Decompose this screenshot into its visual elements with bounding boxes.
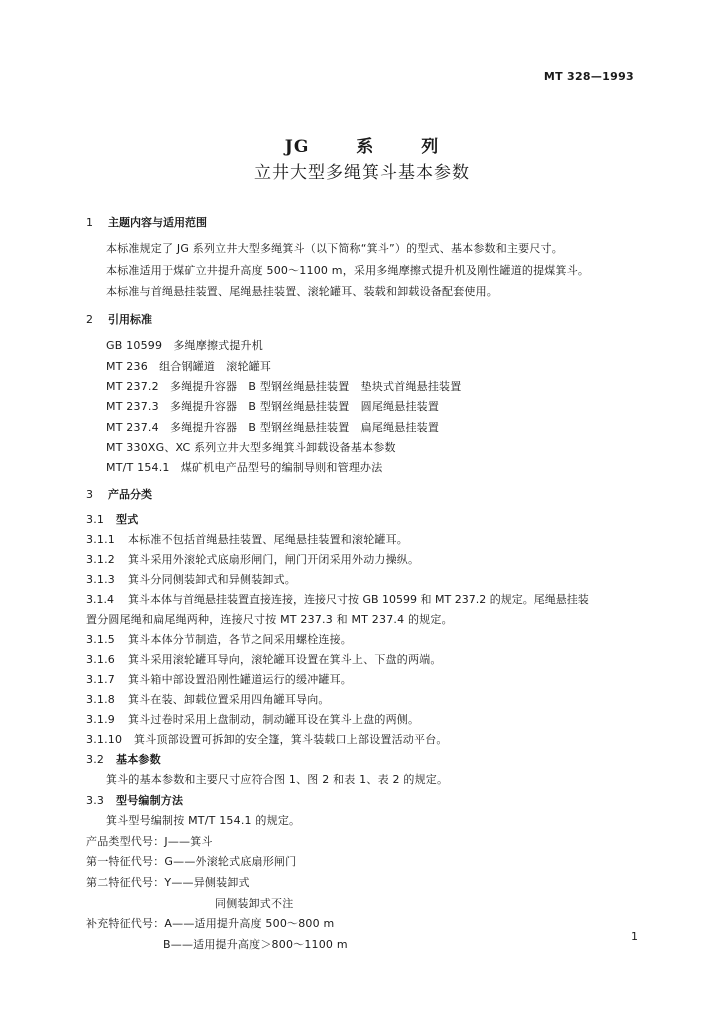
subsection-3-2-text: 箕斗的基本参数和主要尺寸应符合图 1、图 2 和表 1、表 2 的规定。: [106, 773, 449, 786]
clause-text: 箕斗本体分节制造，各节之间采用螺栓连接。: [128, 633, 352, 646]
reference-item: MT 237.3 多绳提升容器 B 型钢丝绳悬挂装置 圆尾绳悬挂装置: [106, 400, 440, 413]
reference-item: MT 237.2 多绳提升容器 B 型钢丝绳悬挂装置 垫块式首绳悬挂装置: [106, 380, 462, 393]
reference-item: MT 330XG、XC 系列立井大型多绳箕斗卸载设备基本参数: [106, 441, 396, 454]
reference-item: GB 10599 多绳摩擦式提升机: [106, 339, 263, 352]
section-3-title: 产品分类: [108, 488, 152, 501]
clause-text: 箕斗采用外滚轮式底扇形闸门，闸门开闭采用外动力操纵。: [128, 553, 420, 566]
clause-item: [86, 671, 352, 687]
reference-item: MT/T 154.1 煤矿机电产品型号的编制导则和管理办法: [106, 461, 383, 474]
subsection-3-3-text: 箕斗型号编制按 MT/T 154.1 的规定。: [106, 814, 301, 827]
section-1-title: 主题内容与适用范围: [108, 216, 207, 229]
code-line: 补充特征代号：A——适用提升高度 500～800 m: [86, 917, 335, 930]
subsection-number: 3.3: [86, 794, 105, 807]
clause-text: 置分圆尾绳和扁尾绳两种，连接尺寸按 MT 237.3 和 MT 237.4 的规定。: [86, 613, 453, 626]
subsection-number: 3.2: [86, 753, 105, 766]
clause-number: 3.1.7: [86, 673, 115, 686]
clause-number: 3.1.5: [86, 633, 115, 646]
code-line: 产品类型代号：J——箕斗: [86, 835, 213, 848]
subsection-title: 型式: [116, 513, 139, 526]
clause-item: [86, 691, 330, 707]
subsection-number: 3.1: [86, 513, 105, 526]
section-1-para: 本标准规定了 JG 系列立井大型多绳箕斗（以下简称“箕斗”）的型式、基本参数和主要尺寸。: [106, 242, 563, 255]
clause-item: [86, 571, 296, 587]
clause-text: 箕斗箱中部设置沿刚性罐道运行的缓冲罐耳。: [128, 673, 352, 686]
subsection-3-2-heading: [86, 751, 161, 767]
clause-number: 3.1.9: [86, 713, 115, 726]
clause-continuation: [86, 611, 453, 627]
document-title-line1: JG 系 列: [284, 137, 440, 157]
document-title-line2: 立井大型多绳箕斗基本参数: [254, 163, 470, 183]
subsection-3-3-heading: [86, 792, 183, 808]
code-line: 同侧装卸式不注: [215, 897, 294, 910]
section-3-heading: [86, 486, 152, 502]
section-2-number: 2: [86, 313, 93, 326]
section-1-heading: [86, 214, 207, 230]
clause-text: 箕斗过卷时采用上盘制动，制动罐耳设在箕斗上盘的两侧。: [128, 713, 420, 726]
standard-number: MT 328—1993: [543, 70, 634, 83]
clause-number: 3.1.3: [86, 573, 115, 586]
section-1-number: 1: [86, 216, 93, 229]
code-line: 第二特征代号：Y——异侧装卸式: [86, 876, 250, 889]
clause-item: [86, 651, 442, 667]
clause-text: 本标准不包括首绳悬挂装置、尾绳悬挂装置和滚轮罐耳。: [128, 533, 408, 546]
clause-item: [86, 551, 419, 567]
clause-item: [86, 531, 408, 547]
clause-number: 3.1.2: [86, 553, 115, 566]
clause-text: 箕斗本体与首绳悬挂装置直接连接，连接尺寸按 GB 10599 和 MT 237.2 的规定。尾绳悬挂装: [128, 593, 589, 606]
clause-item: [86, 631, 352, 647]
reference-item: MT 237.4 多绳提升容器 B 型钢丝绳悬挂装置 扁尾绳悬挂装置: [106, 421, 440, 434]
code-line: B——适用提升高度＞800～1100 m: [163, 938, 348, 951]
clause-text: 箕斗采用滚轮罐耳导向，滚轮罐耳设置在箕斗上、下盘的两端。: [128, 653, 442, 666]
clause-item: [86, 711, 419, 727]
section-1-para: 本标准适用于煤矿立井提升高度 500～1100 m，采用多绳摩擦式提升机及刚性罐道的提煤箕斗。: [106, 264, 590, 277]
clause-item: [86, 591, 589, 607]
clause-item: [86, 731, 448, 747]
subsection-title: 基本参数: [116, 753, 161, 766]
reference-item: MT 236 组合钢罐道 滚轮罐耳: [106, 360, 272, 373]
section-1-para: 本标准与首绳悬挂装置、尾绳悬挂装置、滚轮罐耳、装载和卸载设备配套使用。: [106, 285, 498, 298]
clause-text: 箕斗分同侧装卸式和异侧装卸式。: [128, 573, 296, 586]
clause-text: 箕斗在装、卸载位置采用四角罐耳导向。: [128, 693, 330, 706]
subsection-title: 型号编制方法: [116, 794, 184, 807]
section-2-heading: [86, 311, 152, 327]
section-3-number: 3: [86, 488, 93, 501]
clause-number: 3.1.10: [86, 733, 123, 746]
clause-number: 3.1.1: [86, 533, 115, 546]
code-line: 第一特征代号：G——外滚轮式底扇形闸门: [86, 855, 297, 868]
clause-number: 3.1.8: [86, 693, 115, 706]
subsection-3-1-heading: [86, 511, 138, 527]
page-number: 1: [631, 930, 638, 943]
clause-number: 3.1.4: [86, 593, 114, 606]
section-2-title: 引用标准: [108, 313, 152, 326]
clause-number: 3.1.6: [86, 653, 115, 666]
clause-text: 箕斗顶部设置可拆卸的安全篷，箕斗装载口上部设置活动平台。: [134, 733, 448, 746]
